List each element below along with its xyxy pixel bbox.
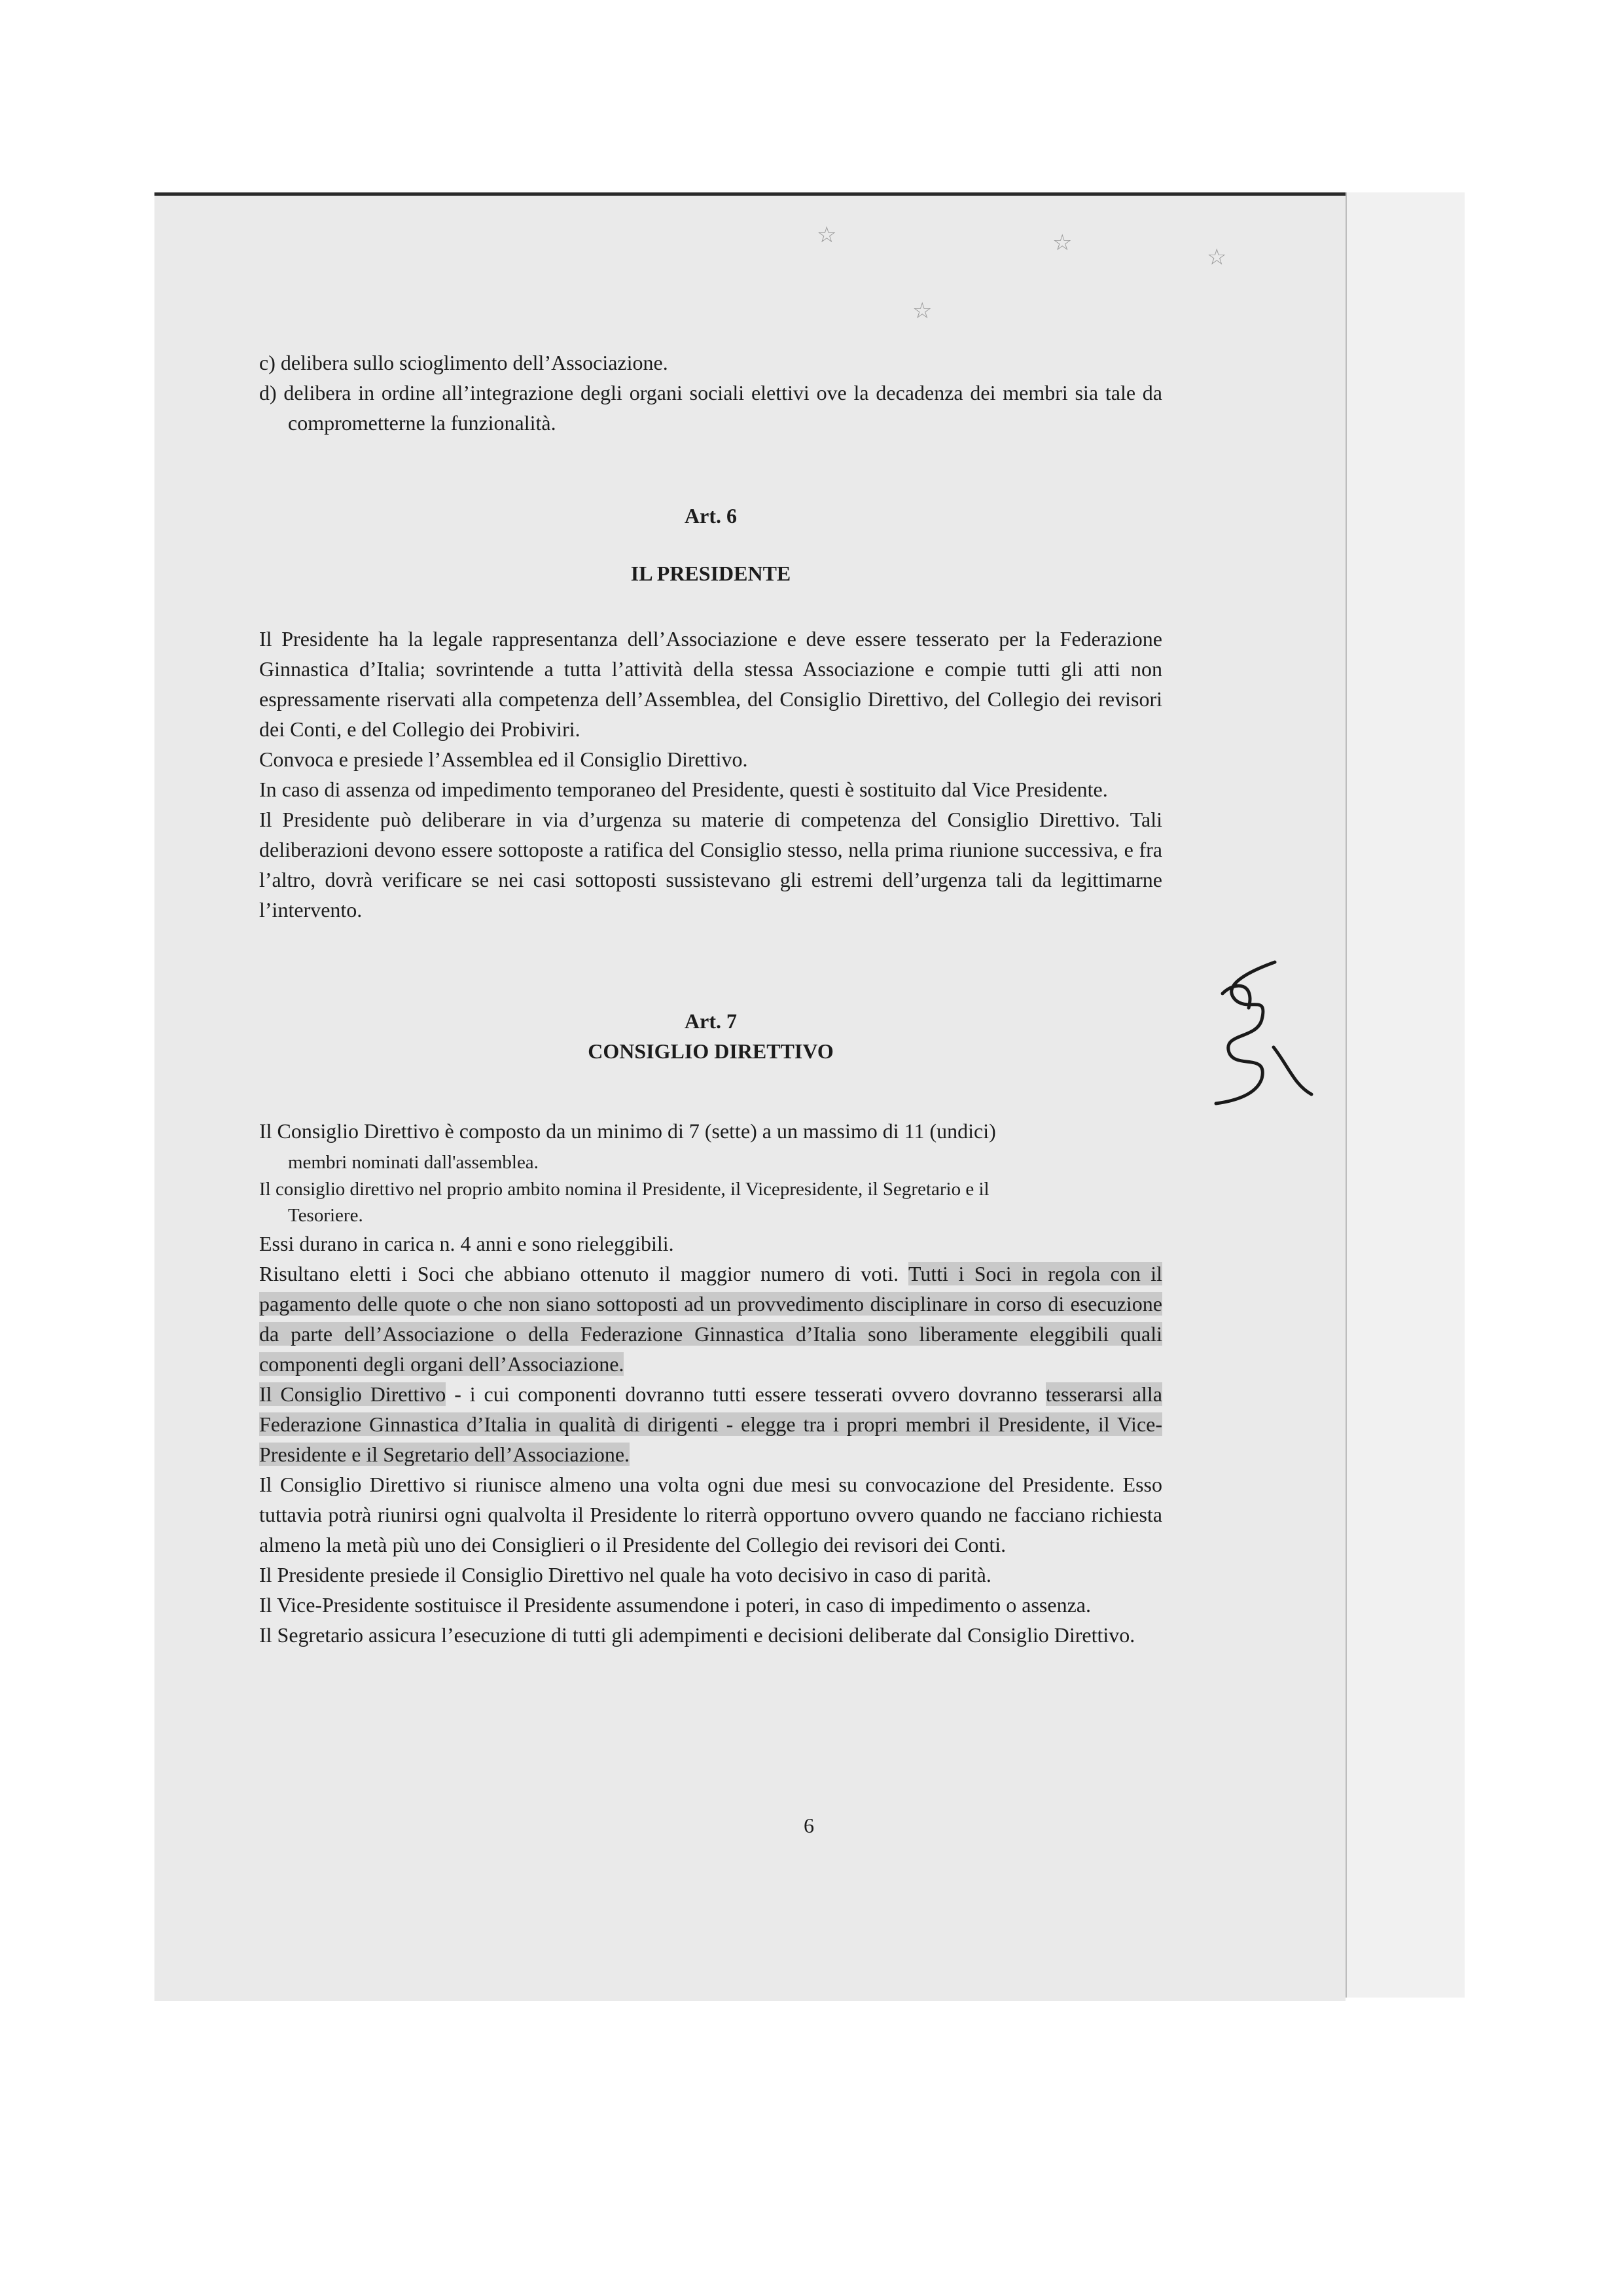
list-item-c: c) delibera sullo scioglimento dell’Associazione. xyxy=(259,351,668,374)
article-7-paragraph: Essi durano in carica n. 4 anni e sono rieleggibili. xyxy=(259,1232,674,1255)
article-6-paragraph: Il Presidente ha la legale rappresentanza dell’Associazione e deve essere tesserato per la Federazione Ginnastica d’Italia; sovrintende a tutta l’attività della stessa Associazione e compie tutti gli atti non espressamente riservati alla competenza dell’Assemblea, del Consiglio Direttivo, del Collegio dei revisori dei Conti, e del Collegio dei Probiviri. xyxy=(259,627,1162,741)
article-6-title: IL PRESIDENTE xyxy=(630,562,791,585)
scan-edge-strip xyxy=(1346,192,1465,1998)
highlighted-text: Il Consiglio Direttivo xyxy=(259,1382,446,1406)
article-7-text: Risultano eletti i Soci che abbiano ottenuto il maggior numero di voti. xyxy=(259,1262,899,1285)
article-7-paragraph xyxy=(259,1176,1162,1229)
star-mark-icon: ☆ xyxy=(1207,244,1227,270)
article-7-text: Il consiglio direttivo nel proprio ambito nomina il Presidente, il Vicepresidente, il Segretario e il xyxy=(259,1179,990,1200)
article-7-paragraph: Il Vice-Presidente sostituisce il Presidente assumendone i poteri, in caso di impedimento o assenza. xyxy=(259,1593,1091,1617)
article-7 xyxy=(259,1006,1162,1650)
article-7-number: Art. 7 xyxy=(685,1009,737,1033)
article-7-paragraph xyxy=(259,1259,1162,1379)
list-item-d: d) delibera in ordine all’integrazione degli organi sociali elettivi ove la decadenza dei membri sia tale da comprometterne la funzionalità. xyxy=(259,381,1162,435)
article-7-paragraph xyxy=(259,1116,1162,1176)
article-7-paragraph: Il Consiglio Direttivo si riunisce almeno una volta ogni due mesi su convocazione del Presidente. Esso tuttavia potrà riunirsi ogni qualvolta il Presidente lo riterrà opportuno ovvero quando ne facciano richiesta almeno la metà più uno dei Consiglieri o il Presidente del Collegio dei revisori dei Conti. xyxy=(259,1473,1162,1556)
article-6-paragraph: In caso di assenza od impedimento temporaneo del Presidente, questi è sostituito dal Vice Presidente. xyxy=(259,778,1108,801)
article-6-paragraph: Il Presidente può deliberare in via d’urgenza su materie di competenza del Consiglio Direttivo. Tali deliberazioni devono essere sottoposte a ratifica del Consiglio stesso, nella prima riunione successiva, e fra l’altro, dovrà verificare se nei casi sottoposti sussistevano gli estremi dell’urgenza tali da legittimarne l’intervento. xyxy=(259,808,1162,922)
article-7-text: Tesoriere. xyxy=(288,1205,363,1226)
article-6-number: Art. 6 xyxy=(685,504,737,528)
article-6-paragraph: Convoca e presiede l’Assemblea ed il Consiglio Direttivo. xyxy=(259,747,748,771)
article-7-text: - i cui componenti dovranno tutti essere tesserati ovvero dovranno xyxy=(446,1382,1046,1406)
article-6 xyxy=(259,501,1162,925)
article-7-paragraph xyxy=(259,1379,1162,1469)
highlighted-text: tesserarsi alla Federazione Ginnastica d’Italia in qualità di dirigenti - elegge tra i propri membri il Presidente, il Vice-Presidente e il Segretario dell’Associazione. xyxy=(259,1382,1163,1466)
document-body xyxy=(259,348,1162,1650)
highlighted-text: Tutti i Soci in regola con il pagamento delle quote o che non siano sottoposti ad un provvedimento disciplinare in corso di esecuzione da parte dell’Associazione o della Federazione Ginnastica d’Italia sono liberamente eleggibili quali componenti degli organi dell’Associazione. xyxy=(259,1262,1162,1376)
article-7-text: membri nominati dall'assemblea. xyxy=(288,1152,539,1173)
article-7-paragraph: Il Segretario assicura l’esecuzione di tutti gli adempimenti e decisioni deliberate dal Consiglio Direttivo. xyxy=(259,1623,1135,1647)
signature-icon xyxy=(1196,954,1314,1111)
article-7-title: CONSIGLIO DIRETTIVO xyxy=(588,1039,834,1063)
star-mark-icon: ☆ xyxy=(817,222,837,248)
star-mark-icon: ☆ xyxy=(1052,230,1073,256)
article-7-paragraph: Il Presidente presiede il Consiglio Direttivo nel quale ha voto decisivo in caso di parità. xyxy=(259,1563,991,1587)
page-number: 6 xyxy=(804,1814,814,1837)
article-7-text: Il Consiglio Direttivo è composto da un minimo di 7 (sette) a un massimo di 11 (undici) xyxy=(259,1119,996,1143)
star-mark-icon: ☆ xyxy=(912,298,933,324)
document-page xyxy=(154,192,1346,2001)
scanned-page-area xyxy=(154,192,1463,1998)
